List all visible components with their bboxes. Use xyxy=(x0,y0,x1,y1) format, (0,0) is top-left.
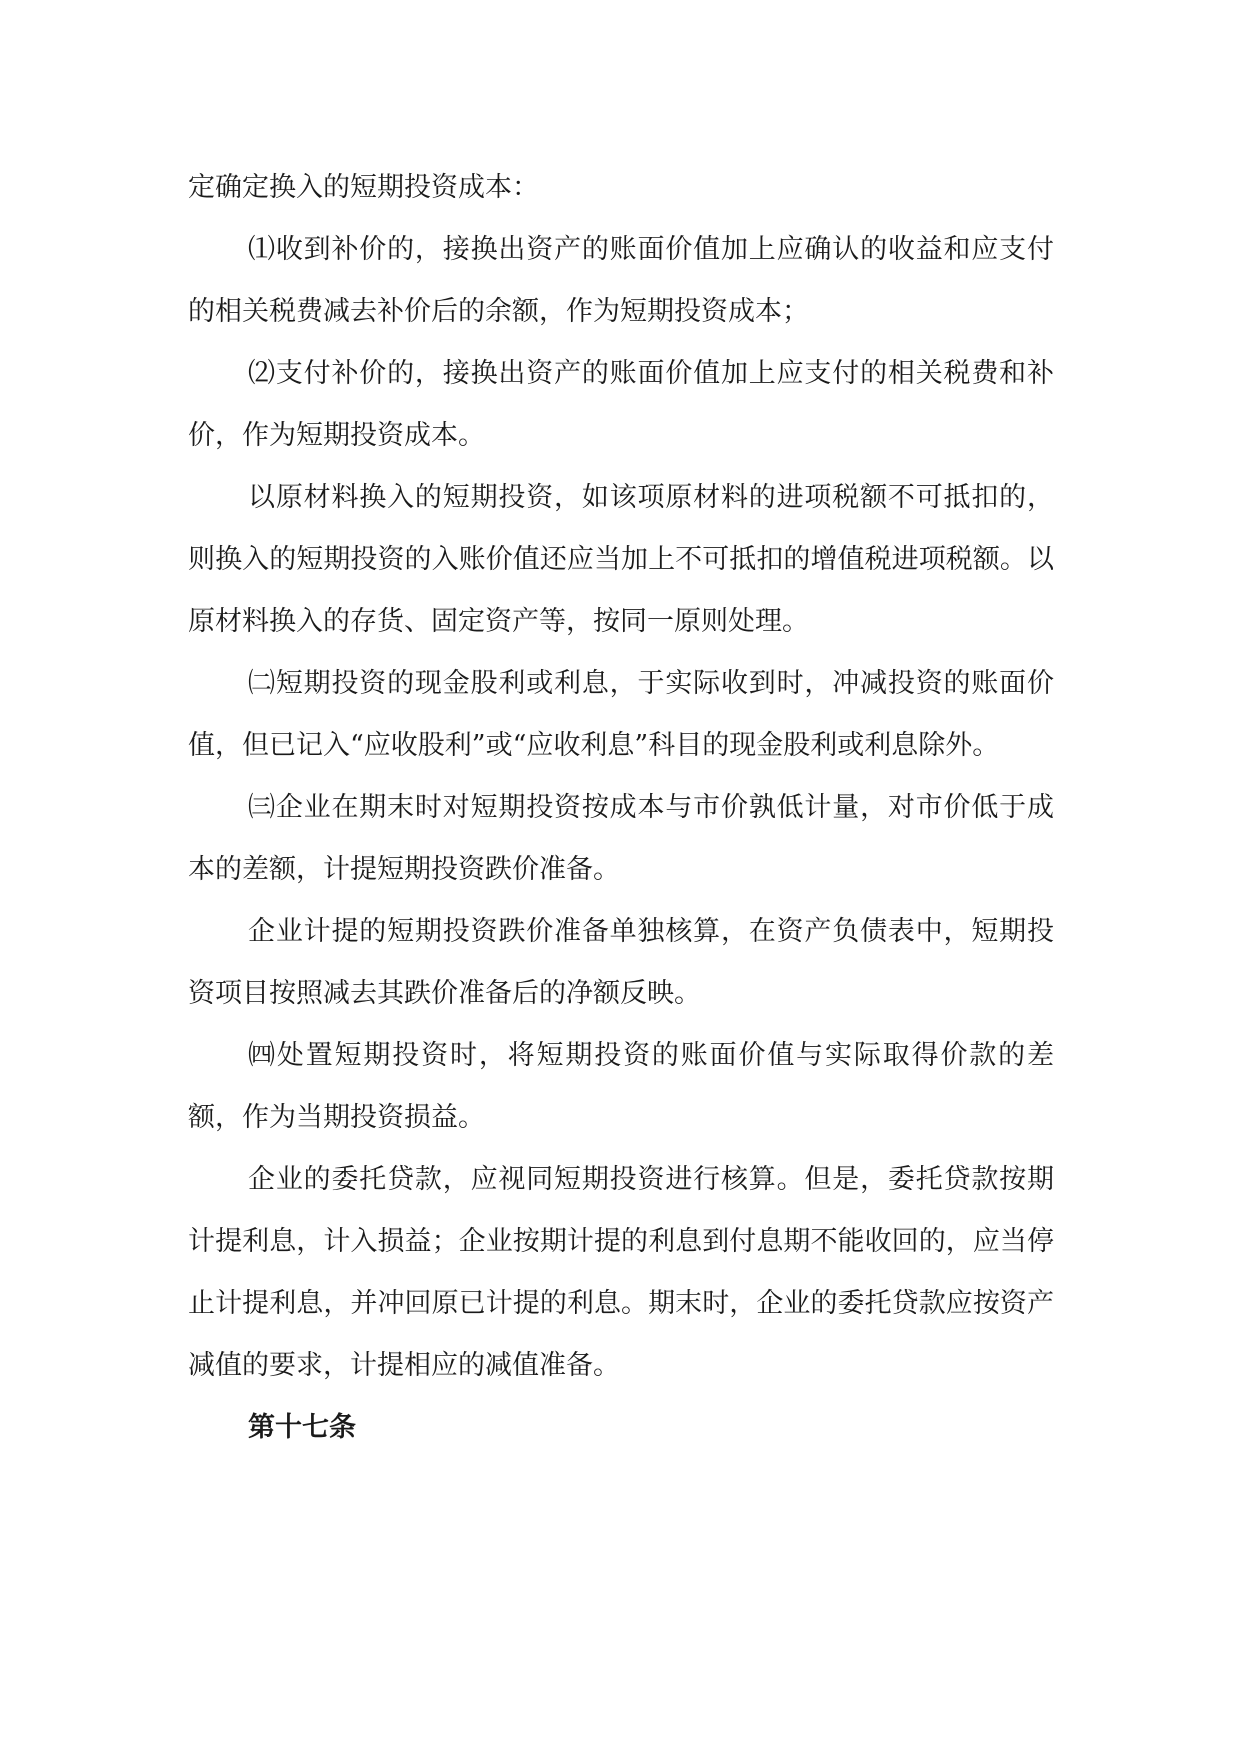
paragraph-entrusted-loan: 企业的委托贷款，应视同短期投资进行核算。但是，委托贷款按期计提利息，计入损益；企业按期计提的利息到付息期不能收回的，应当停止计提利息，并冲回原已计提的利息。期末时，企业的委托贷款应按资产减值的要求，计提相应的减值准备。 xyxy=(188,1164,1054,1381)
paragraph-item-2: ⑵支付补价的，接换出资产的账面价值加上应支付的相关税费和补价，作为短期投资成本。 xyxy=(188,358,1054,451)
paragraph-section-3: ㈢企业在期末时对短期投资按成本与市价孰低计量，对市价低于成本的差额，计提短期投资跌价准备。 xyxy=(188,792,1054,885)
paragraph-item-1: ⑴收到补价的，接换出资产的账面价值加上应确认的收益和应支付的相关税费减去补价后的余额，作为短期投资成本； xyxy=(188,234,1054,327)
article-heading: 第十七条 xyxy=(248,1412,356,1443)
paragraph-raw-material: 以原材料换入的短期投资，如该项原材料的进项税额不可抵扣的，则换入的短期投资的入账价值还应当加上不可抵扣的增值税进项税额。以原材料换入的存货、固定资产等，按同一原则处理。 xyxy=(188,482,1054,637)
paragraph-section-4: ㈣处置短期投资时，将短期投资的账面价值与实际取得价款的差额，作为当期投资损益。 xyxy=(188,1040,1054,1133)
paragraph-section-2: ㈡短期投资的现金股利或利息，于实际收到时，冲减投资的账面价值，但已记入“应收股利”或“应收利息”科目的现金股利或利息除外。 xyxy=(188,668,1054,761)
paragraph-provision: 企业计提的短期投资跌价准备单独核算，在资产负债表中，短期投资项目按照减去其跌价准备后的净额反映。 xyxy=(188,916,1054,1009)
paragraph-continuation: 定确定换入的短期投资成本： xyxy=(188,172,539,203)
document-body xyxy=(188,157,1054,1459)
